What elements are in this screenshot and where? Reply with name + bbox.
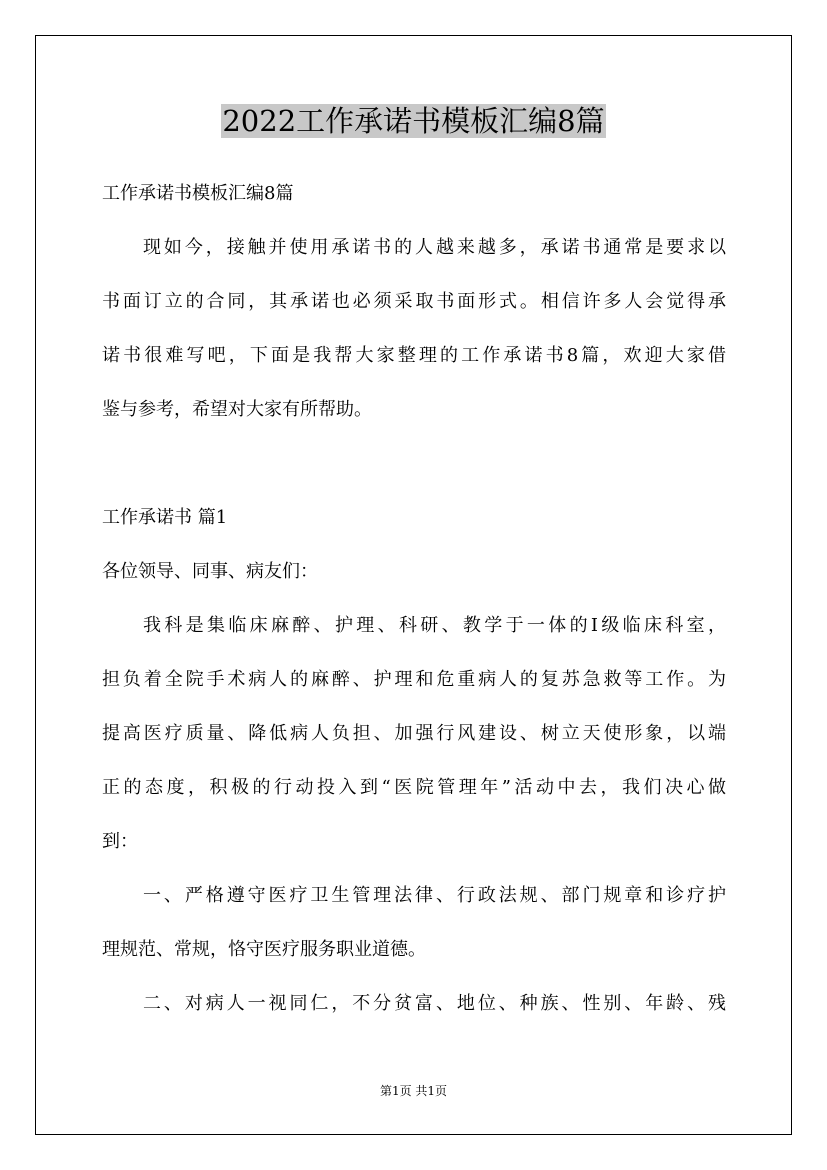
document-title: 2022工作承诺书模板汇编8篇: [222, 104, 605, 138]
salutation: 各位领导、同事、病友们：: [102, 561, 318, 582]
paragraph1-line-2: 担负着全院手术病人的麻醉、护理和危重病人的复苏急救等工作。为: [102, 669, 726, 690]
intro-line-4: 鉴与参考，希望对大家有所帮助。: [102, 399, 372, 420]
page-indicator: 第1页 共1页: [379, 1084, 448, 1098]
paragraph1-line-1: 我科是集临床麻醉、护理、科研、教学于一体的Ⅰ级临床科室，: [143, 615, 726, 636]
intro-line-3: 诺书很难写吧，下面是我帮大家整理的工作承诺书8篇，欢迎大家借: [102, 345, 726, 366]
paragraph1-line-4: 正的态度，积极的行动投入到“医院管理年”活动中去，我们决心做: [102, 777, 726, 798]
paragraph1-line-3: 提高医疗质量、降低病人负担、加强行风建设、树立天使形象，以端: [102, 723, 726, 744]
section-heading: 工作承诺书 篇1: [102, 507, 228, 528]
item2-line-1: 二、对病人一视同仁，不分贫富、地位、种族、性别、年龄、残: [143, 993, 726, 1014]
intro-line-2: 书面订立的合同，其承诺也必须采取书面形式。相信许多人会觉得承: [102, 291, 726, 312]
paragraph1-line-5: 到：: [102, 831, 138, 852]
intro-line-1: 现如今，接触并使用承诺书的人越来越多，承诺书通常是要求以: [143, 237, 726, 258]
document-subtitle: 工作承诺书模板汇编8篇: [102, 183, 294, 204]
item1-line-1: 一、严格遵守医疗卫生管理法律、行政法规、部门规章和诊疗护: [143, 885, 726, 906]
item1-line-2: 理规范、常规，恪守医疗服务职业道德。: [102, 939, 426, 960]
